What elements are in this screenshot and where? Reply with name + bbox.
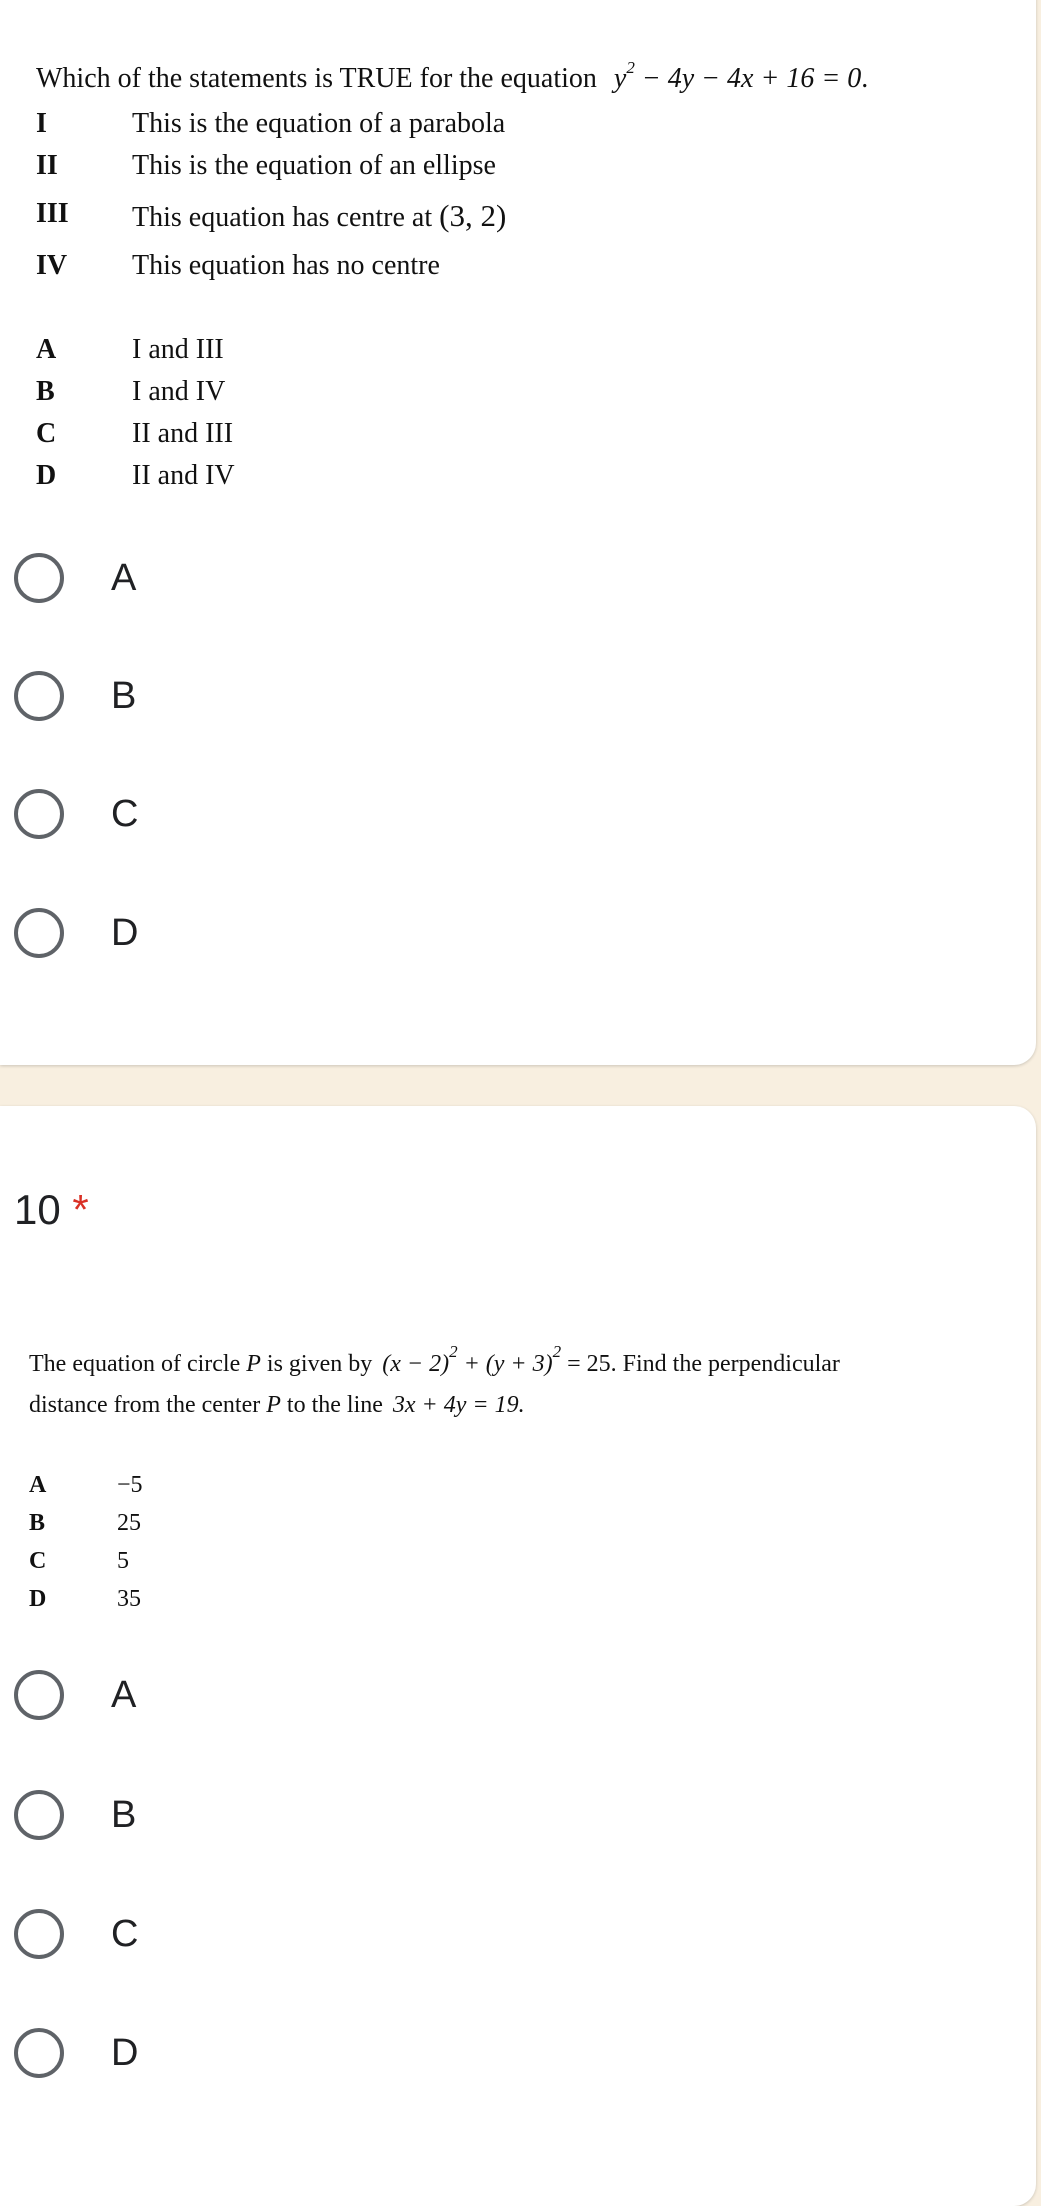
choice-text: 5 (117, 1548, 129, 1574)
radio-button[interactable] (14, 1790, 64, 1840)
radio-button[interactable] (14, 2028, 64, 2078)
radio-label: B (111, 675, 137, 717)
statement-text: This equation has no centre (132, 250, 440, 281)
radio-button[interactable] (14, 908, 64, 958)
statement-text-part: This equation has centre at (132, 202, 433, 233)
stem-equation (613, 58, 869, 94)
statement-num: I (36, 108, 47, 139)
required-mark: * (72, 1186, 89, 1233)
radio-option-a[interactable] (14, 553, 314, 615)
radio-button[interactable] (14, 1670, 64, 1720)
choice-text: 35 (117, 1586, 141, 1612)
centre-point: (3, 2) (439, 198, 507, 233)
radio-label: D (111, 2032, 139, 2074)
eq-rest: − 4y − 4x + 16 = 0 (634, 63, 862, 94)
eq-part: (x − 2) (382, 1351, 450, 1377)
text: distance from the center (29, 1392, 261, 1418)
radio-button[interactable] (14, 553, 64, 603)
radio-option-b[interactable] (14, 671, 314, 733)
radio-label: D (111, 912, 139, 954)
stem-text: Which of the statements is TRUE for the equation (36, 63, 597, 94)
circle-equation (382, 1342, 617, 1377)
text: is given by (266, 1351, 373, 1377)
line-equation: 3x + 4y = 19. (392, 1392, 525, 1418)
radio-label: A (111, 557, 137, 599)
statement-text: This is the equation of a parabola (132, 108, 506, 139)
statement-num: II (36, 150, 58, 181)
text: The equation of circle (29, 1351, 241, 1377)
radio-button[interactable] (14, 789, 64, 839)
center-name: P (266, 1392, 281, 1418)
choice-letter: B (36, 376, 55, 407)
radio-option-d[interactable] (14, 908, 314, 970)
radio-label: C (111, 793, 139, 835)
eq-exponent: 2 (552, 1342, 562, 1361)
radio-label: A (111, 1674, 137, 1716)
radio-label: B (111, 1794, 137, 1836)
choice-letter: D (36, 460, 57, 491)
choice-letter: C (29, 1548, 47, 1574)
radio-button[interactable] (14, 671, 64, 721)
choice-text: I and III (132, 334, 224, 365)
question-10-line-1 (29, 1342, 840, 1378)
radio-option-a[interactable] (14, 1670, 314, 1732)
choice-letter: A (29, 1472, 47, 1498)
radio-option-c[interactable] (14, 1909, 314, 1971)
statement-num: III (36, 198, 69, 229)
choice-letter: B (29, 1510, 46, 1536)
radio-option-c[interactable] (14, 789, 314, 851)
choice-text: 25 (117, 1510, 141, 1536)
question-10-line-2 (29, 1392, 525, 1419)
choice-text: I and IV (132, 376, 226, 407)
radio-label: C (111, 1913, 139, 1955)
text: Find the perpendicular (622, 1351, 840, 1377)
eq-exponent: 2 (626, 58, 635, 77)
choice-letter: D (29, 1586, 47, 1612)
choice-text: II and III (132, 418, 234, 449)
eq-end: . (861, 63, 869, 94)
eq-part: + (y + 3) (457, 1351, 553, 1377)
choice-letter: C (36, 418, 57, 449)
circle-name: P (246, 1351, 261, 1377)
eq-exponent: 2 (449, 1342, 458, 1361)
choice-text: −5 (117, 1472, 143, 1498)
choice-letter: A (36, 334, 57, 365)
question-9-stem (36, 58, 868, 95)
choice-text: II and IV (132, 460, 235, 491)
question-number (14, 1186, 89, 1234)
text: to the line (286, 1392, 383, 1418)
statement-text (132, 198, 506, 234)
statement-num: IV (36, 250, 68, 281)
radio-button[interactable] (14, 1909, 64, 1959)
radio-option-b[interactable] (14, 1790, 314, 1852)
radio-option-d[interactable] (14, 2028, 314, 2090)
question-number-value: 10 (14, 1186, 61, 1233)
eq-y: y (613, 63, 627, 94)
statement-text: This is the equation of an ellipse (132, 150, 496, 181)
eq-end: = 25. (561, 1351, 617, 1377)
